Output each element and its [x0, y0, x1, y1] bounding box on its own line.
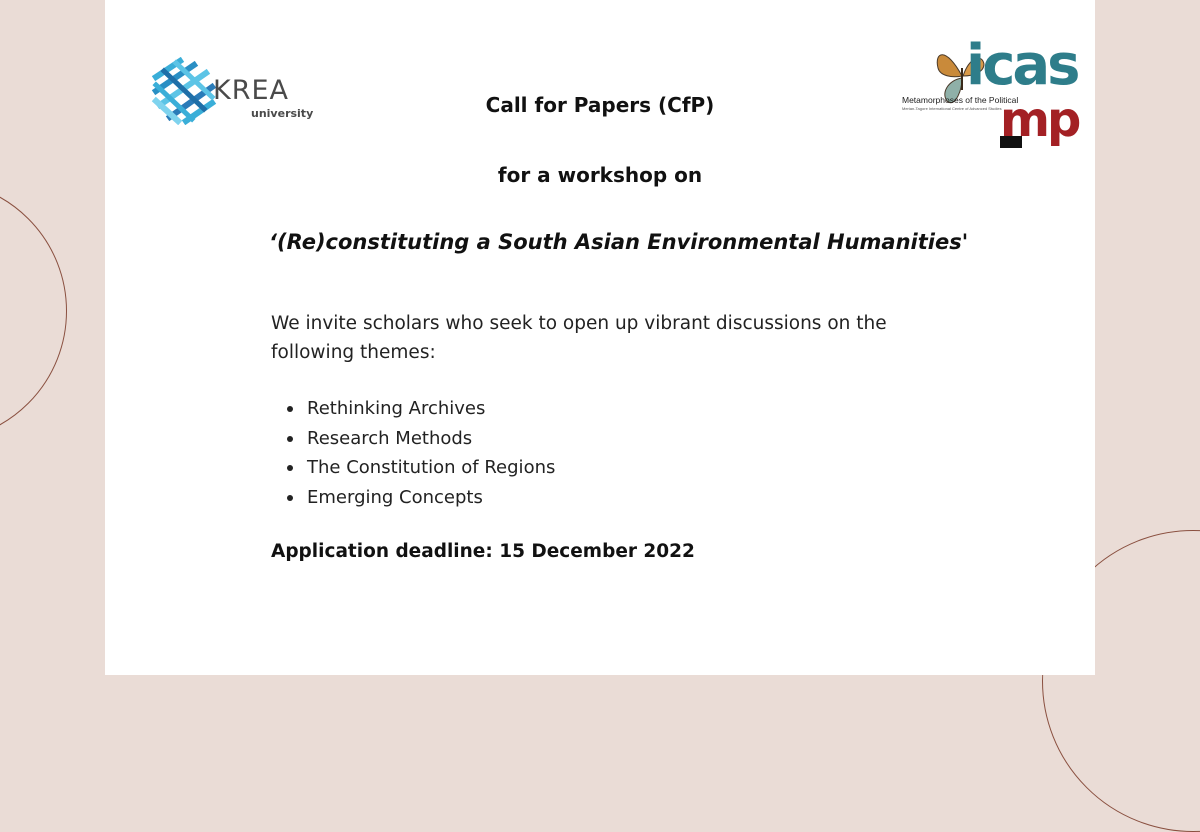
cfp-title: Call for Papers (CfP): [485, 93, 715, 117]
icas-logo-text: icas: [966, 33, 1078, 98]
themes-list: [271, 394, 555, 512]
theme-item: Research Methods: [271, 424, 555, 454]
theme-item: Rethinking Archives: [271, 394, 555, 424]
poster-card: [105, 0, 1095, 675]
mp-logo-text: mp: [1000, 92, 1079, 148]
icas-logo-tagline: Metamorphoses of the Political: [902, 95, 1019, 105]
theme-item: Emerging Concepts: [271, 483, 555, 513]
cfp-subtitle: for a workshop on: [497, 163, 703, 187]
application-deadline: Application deadline: 15 December 2022: [271, 541, 695, 562]
workshop-title: ‘(Re)constituting a South Asian Environmental Humanities': [269, 230, 969, 254]
invitation-text: We invite scholars who seek to open up vibrant discussions on the following themes:: [271, 313, 887, 363]
krea-logo-name: KREA: [213, 75, 289, 106]
krea-logo-subtitle: university: [251, 107, 314, 120]
theme-item: The Constitution of Regions: [271, 453, 555, 483]
icas-logo-subtagline: Merian-Tagore International Centre of Advanced Studies: [902, 106, 1002, 111]
decorative-arc-left: [0, 180, 67, 442]
